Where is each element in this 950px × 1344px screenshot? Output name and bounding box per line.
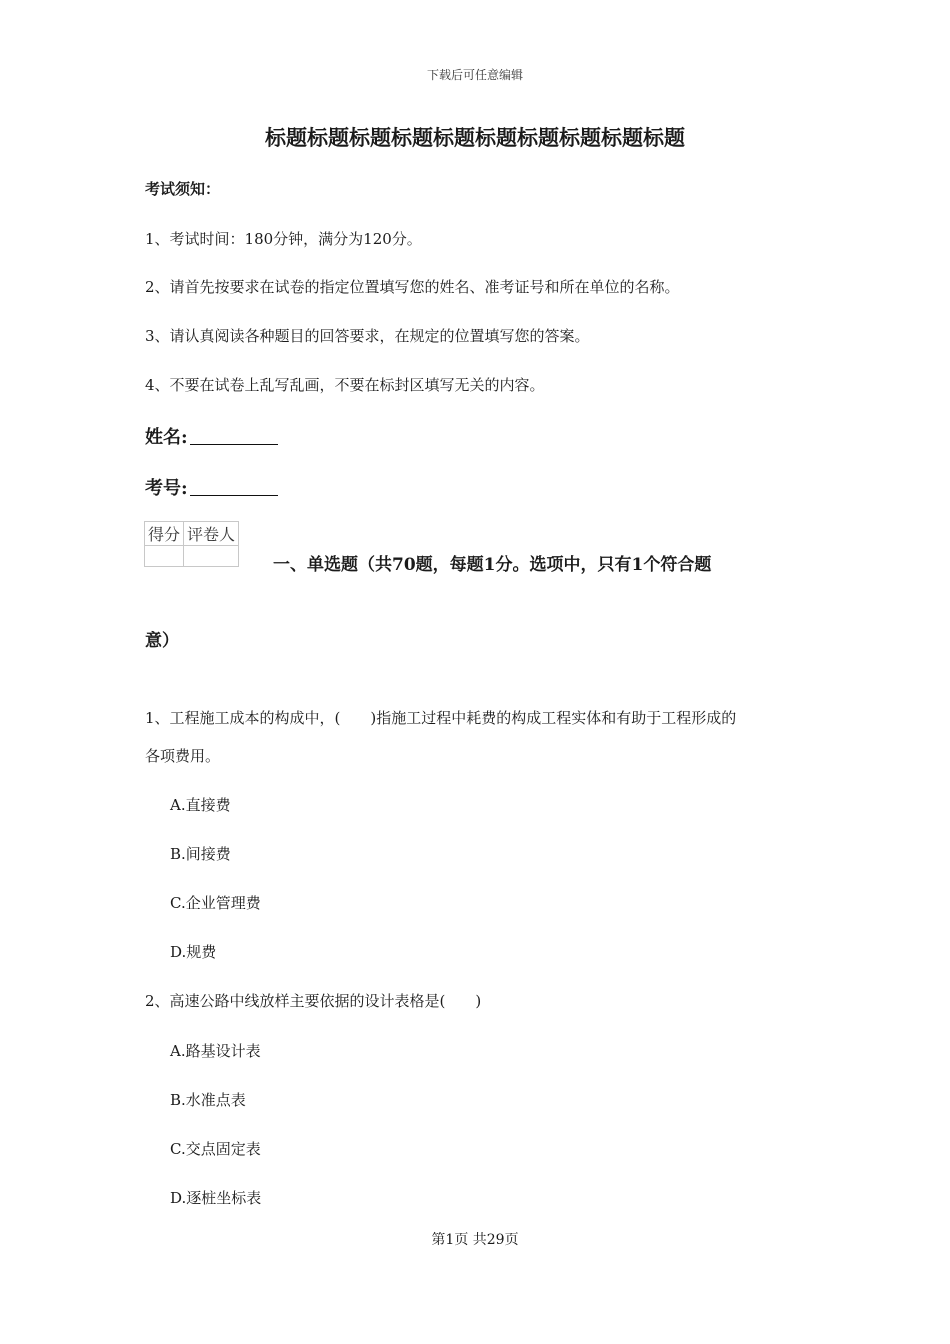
notice-rule-2: 2、请首先按要求在试卷的指定位置填写您的姓名、准考证号和所在单位的名称。 — [145, 278, 680, 296]
name-blank-line — [190, 426, 278, 445]
grader-cell — [184, 546, 239, 567]
page-footer: 第1页 共29页 — [431, 1232, 519, 1248]
question-1-option-c: C.企业管理费 — [170, 894, 261, 912]
question-1-text-continued: 各项费用。 — [145, 747, 221, 765]
score-cell — [145, 546, 184, 567]
score-header: 得分 — [145, 522, 184, 546]
section-heading: 一、单选题（共70题，每题1分。选项中，只有1个符合题 — [273, 555, 712, 575]
question-2-option-b: B.水准点表 — [170, 1091, 246, 1109]
question-1-option-b: B.间接费 — [170, 845, 231, 863]
name-label: 姓名: — [145, 427, 188, 448]
notice-rule-4: 4、不要在试卷上乱写乱画，不要在标封区填写无关的内容。 — [145, 376, 545, 394]
notice-rule-1: 1、考试时间：180分钟，满分为120分。 — [145, 230, 422, 248]
question-2-text: 2、高速公路中线放样主要依据的设计表格是( ) — [145, 992, 482, 1010]
exam-number-blank-line — [190, 477, 278, 496]
exam-number-field — [145, 474, 278, 500]
section-heading-continued: 意） — [145, 631, 179, 651]
question-1-option-d: D.规费 — [170, 943, 217, 961]
question-2-option-d: D.逐桩坐标表 — [170, 1189, 262, 1207]
question-2-option-c: C.交点固定表 — [170, 1140, 261, 1158]
name-field — [145, 423, 278, 449]
notice-heading: 考试须知： — [145, 180, 221, 198]
document-title: 标题标题标题标题标题标题标题标题标题标题 — [265, 125, 685, 150]
notice-rule-3: 3、请认真阅读各种题目的回答要求，在规定的位置填写您的答案。 — [145, 327, 590, 345]
header-note: 下载后可任意编辑 — [426, 68, 523, 82]
score-table — [144, 521, 239, 567]
question-2-option-a: A.路基设计表 — [170, 1042, 261, 1060]
question-1-text: 1、工程施工成本的构成中，( )指施工过程中耗费的构成工程实体和有助于工程形成的 — [145, 709, 737, 727]
exam-number-label: 考号: — [145, 478, 188, 499]
question-1-option-a: A.直接费 — [170, 796, 231, 814]
grader-header: 评卷人 — [184, 522, 239, 546]
